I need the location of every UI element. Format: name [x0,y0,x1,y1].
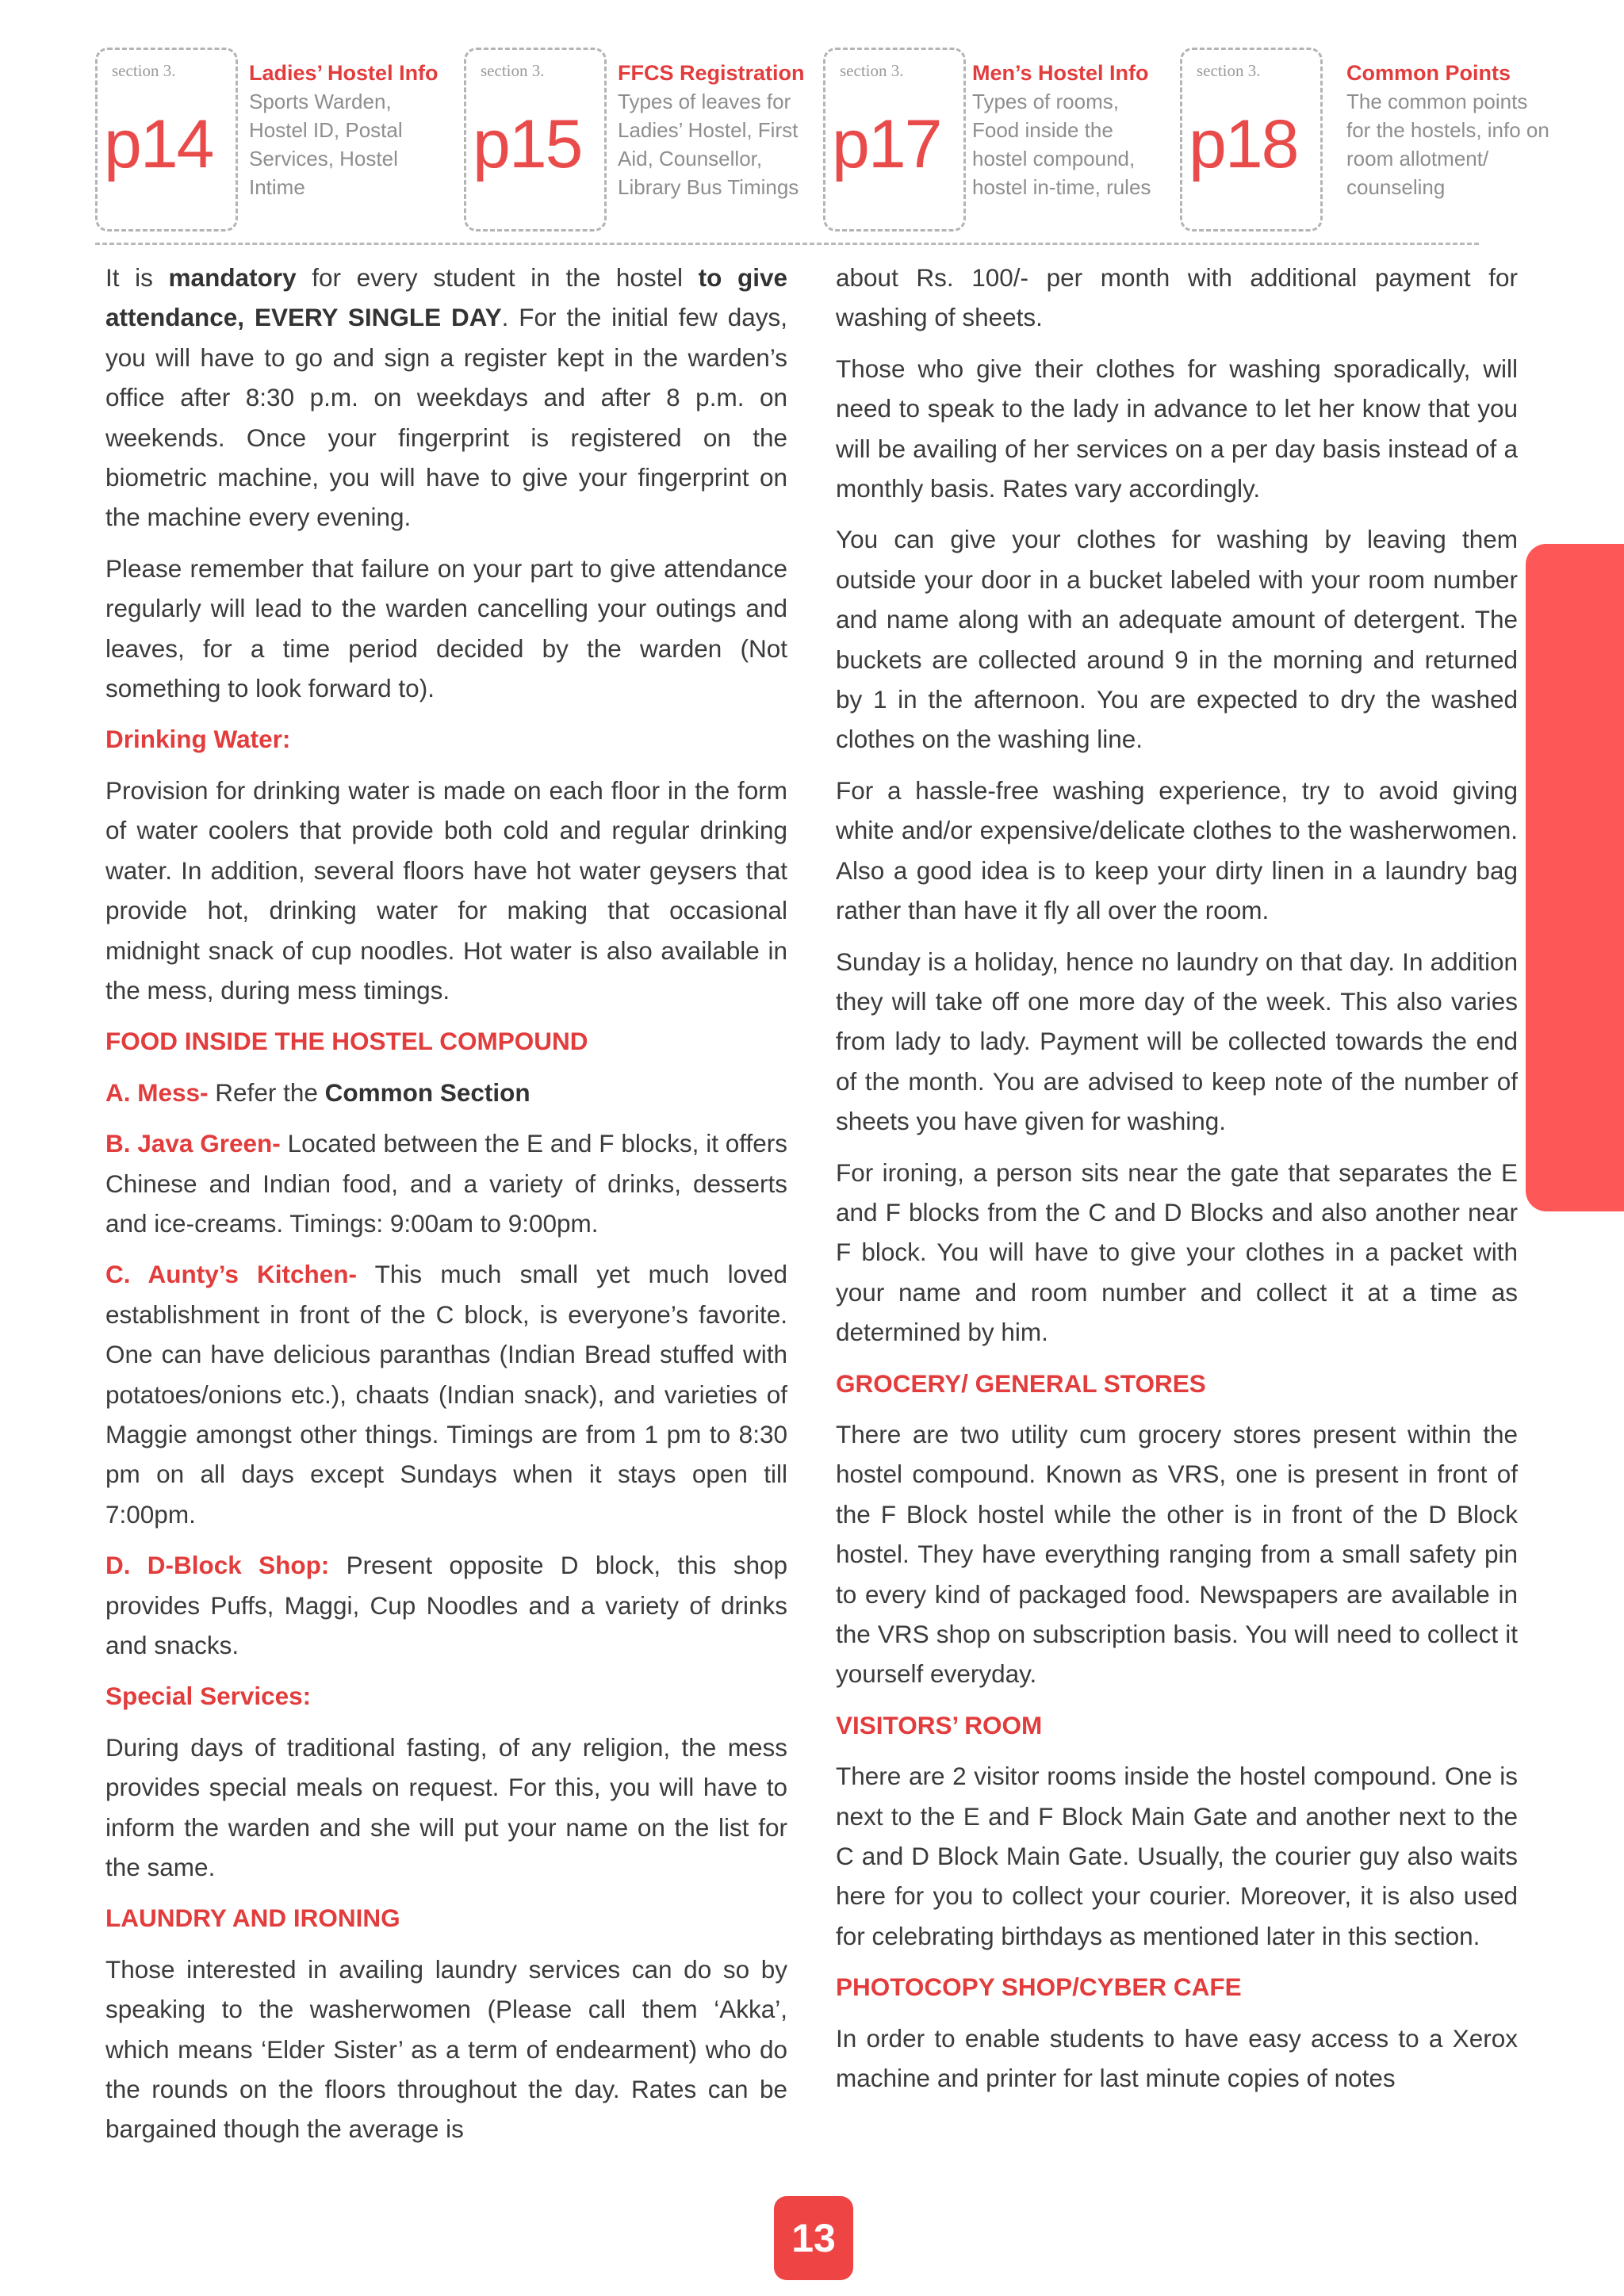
nav-line: Types of rooms, [972,90,1119,113]
nav-page-number: p14 [104,106,213,182]
laundry-tips-paragraph: For a hassle-free washing experience, try to avoid giving white and/or expensive/delicate clothes to the washerwomen. Also a good idea is to keep your dirty linen in a laundry bag rather than have it fly all over the room. [836,775,1518,925]
nav-section-label: section 3. [481,61,545,80]
drinking-water-heading: Drinking Water: [105,725,291,754]
nav-title: Common Points [1346,61,1511,85]
food-label: C. Aunty’s Kitchen- [105,1260,358,1289]
nav-page-number: p15 [473,106,582,182]
nav-box [95,48,238,232]
emphasis-attendance: to give attendance, EVERY SINGLE DAY [105,263,787,332]
emphasis-mandatory: mandatory [168,263,297,292]
nav-page-number: p17 [832,106,941,182]
laundry-holiday-paragraph: Sunday is a holiday, hence no laundry on that day. In addition they will take off one more day of the week. This also varies from lady to lady. Payment will be collected towards the end of the month. You are advised to keep note of the number of sheets you have given for washing. [836,947,1518,1136]
nav-line: Aid, Counsellor, [618,147,763,170]
text-run: This much small yet much loved establishment in front of the C block, is everyone’s favorite. One can have delicious paranthas (Indian Bread stuffed with potatoes/onions etc.), chaats (Indian snack), and varieties of Maggie amongst other things. Timings are from 1 pm to 8:30 pm on all days except Sundays when it stays open till 7:00pm. [105,1260,787,1529]
photocopy-heading: PHOTOCOPY SHOP/CYBER CAFE [836,1973,1242,2002]
nav-line: Ladies’ Hostel, First [618,118,799,142]
nav-box [1180,48,1323,232]
page-number-badge: 13 [774,2196,853,2280]
food-label: D. D-Block Shop: [105,1551,330,1580]
food-heading: FOOD INSIDE THE HOSTEL COMPOUND [105,1027,588,1056]
nav-divider [95,243,1479,245]
nav-title: Men’s Hostel Info [972,61,1149,85]
nav-line: Types of leaves for [618,90,791,113]
laundry-rates-paragraph: about Rs. 100/- per month with additional payment for washing of sheets. [836,263,1518,332]
common-section-link: Common Section [324,1077,530,1107]
nav-line: Intime [249,175,305,199]
photocopy-paragraph: In order to enable students to have easy access to a Xerox machine and printer for last minute copies of notes [836,2023,1518,2093]
food-item-d-block-shop [105,1545,787,1665]
nav-line: Hostel ID, Postal [249,118,403,142]
nav-description [249,59,447,201]
nav-section-label: section 3. [112,61,176,80]
nav-section-label: section 3. [840,61,904,80]
text-run: It is [105,263,169,292]
nav-title: FFCS Registration [618,61,805,85]
attendance-warning-paragraph: Please remember that failure on your part to give attendance regularly will lead to the warden cancelling your outings and leaves, for a time period decided by the warden (Not something to look forward to). [105,553,787,703]
text-run: for every student in the hostel [296,263,699,292]
laundry-bucket-paragraph: You can give your clothes for washing by leaving them outside your door in a bucket labeled with your room number and name along with an adequate amount of detergent. The buckets are collected around 9 in the morning and returned by 1 in the afternoon. You are expected to dry the washed clothes on the washing line. [836,525,1518,754]
text-run: Refer the [208,1077,325,1107]
attendance-paragraph [105,258,787,538]
nav-line: Services, Hostel [249,147,398,170]
nav-line: Library Bus Timings [618,175,799,199]
left-column [105,258,787,2160]
visitors-room-heading: VISITORS’ ROOM [836,1710,1043,1739]
visitors-room-paragraph: There are 2 visitor rooms inside the hostel compound. One is next to the E and F Block Main Gate and another next to the C and D Block Main Gate. Usually, the courier guy also waits here for you to collect your courier. Moreover, it is also used for celebrating birthdays as mentioned later in this section. [836,1762,1518,1950]
nav-line: hostel compound, [972,147,1136,170]
nav-title: Ladies’ Hostel Info [249,61,439,85]
text-run: Located between the E and F blocks, it offers Chinese and Indian food, and a variety of drinks, desserts and ice-creams. Timings: 9:00am to 9:00pm. [105,1129,787,1238]
laundry-sporadic-paragraph: Those who give their clothes for washing sporadically, will need to speak to the lady in advance to let her know that you will be availing of her services on a per day basis instead of a monthly basis. Rates vary accordingly. [836,354,1518,503]
food-item-mess [105,1073,787,1112]
food-label: A. Mess- [105,1077,209,1107]
nav-line: room allotment/ [1346,147,1489,170]
text-run: . For the initial few days, you will have to go and sign a register kept in the warden’s office after 8:30 p.m. on weekdays and after 8 p.m. on weekends. Once your fingerprint is registered on the biometric machine, you will have to give your fingerprint on the machine every evening. [105,303,787,532]
nav-page-number: p18 [1189,106,1298,182]
nav-section-label: section 3. [1197,61,1261,80]
right-column [836,258,1518,2109]
nav-description [1346,59,1576,201]
nav-line: Sports Warden, [249,90,392,113]
section-nav [95,48,1570,230]
nav-line: The common points [1346,90,1528,113]
laundry-paragraph: Those interested in availing laundry services can do so by speaking to the washerwomen (Please call them ‘Akka’, which means ‘Elder Sister’ as a term of endearment) who do the rounds on the floors throughout the day. Rates can be bargained though the average is [105,1954,787,2144]
nav-line: Food inside the [972,118,1113,142]
special-services-heading: Special Services: [105,1682,312,1711]
nav-box [823,48,966,232]
nav-line: counseling [1346,175,1446,199]
nav-line: for the hostels, info on [1346,118,1549,142]
nav-line: hostel in-time, rules [972,175,1151,199]
special-services-paragraph: During days of traditional fasting, of any religion, the mess provides special meals on request. For this, you will have to inform the warden and she will put your name on the list for the same. [105,1732,787,1882]
nav-box [464,48,607,232]
food-item-auntys-kitchen [105,1254,787,1534]
grocery-paragraph: There are two utility cum grocery stores present within the hostel compound. Known as VRS, one is present in front of the F Block hostel while the other is in front of the D Block hostel. They have everything ranging from a small safety pin to every kind of packaged food. Newspapers are available in the VRS shop on subscription basis. You will need to collect it yourself everyday. [836,1419,1518,1689]
ironing-paragraph: For ironing, a person sits near the gate that separates the E and F blocks from the C and D Blocks and also another near F block. You will have to give your clothes in a packet with your name and room number and collect it at a time as determined by him. [836,1158,1518,1347]
section-side-tab [1526,544,1624,1211]
grocery-heading: GROCERY/ GENERAL STORES [836,1368,1206,1398]
food-label: B. Java Green- [105,1129,281,1158]
food-item-java-green [105,1123,787,1243]
text-run: Present opposite D block, this shop provides Puffs, Maggi, Cup Noodles and a variety of drinks and snacks. [105,1551,787,1659]
drinking-water-paragraph: Provision for drinking water is made on each floor in the form of water coolers that provide both cold and regular drinking water. In addition, several floors have hot water geysers that provide hot, drinking water for making that occasional midnight snack of cup noodles. Hot water is also available in the mess, during mess timings. [105,775,787,1004]
nav-description [972,59,1170,201]
laundry-heading: LAUNDRY AND IRONING [105,1904,400,1933]
nav-description [618,59,816,201]
